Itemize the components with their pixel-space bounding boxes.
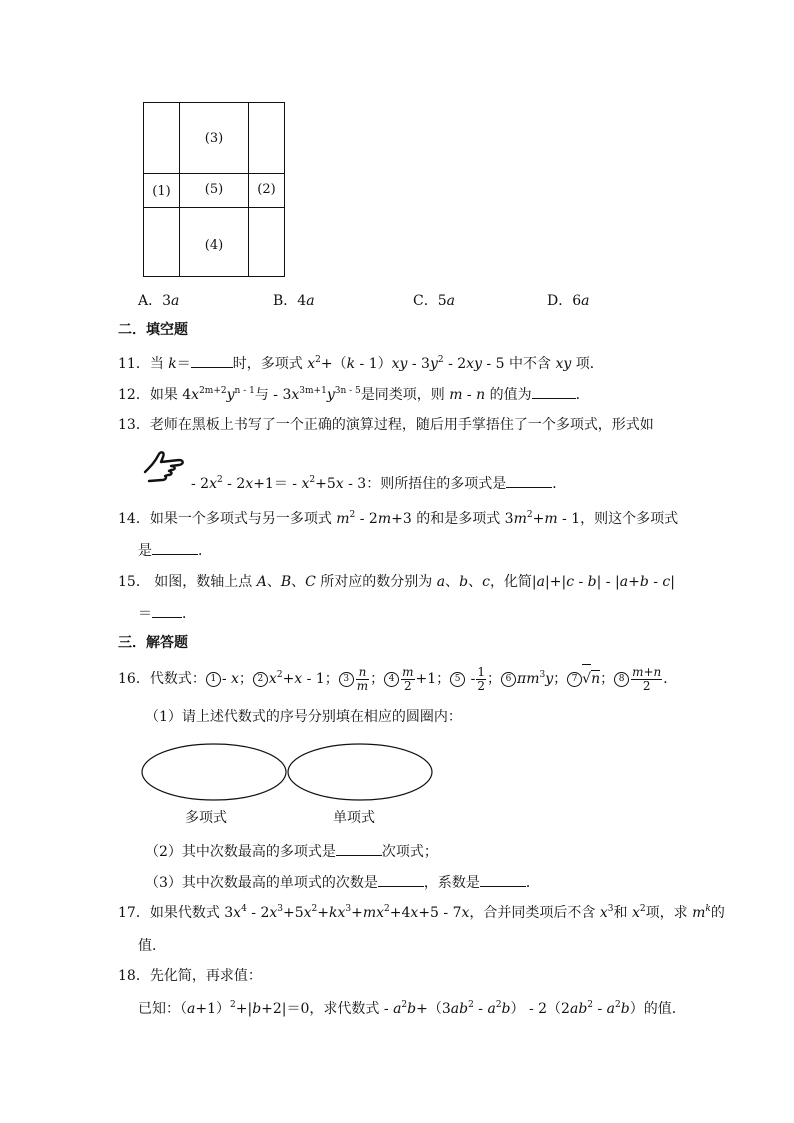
question-16-sub2: （2）其中次数最高的多项式是 次项式； xyxy=(145,841,438,861)
figure-grid xyxy=(143,102,285,277)
answer-blank[interactable] xyxy=(191,353,233,368)
question-11: 11．当 k＝ 时，多项式 $x^2+(k - 1)xy - 3y^2 - 2xy - 5$ 中不含 xy 项． xyxy=(118,355,604,372)
label-polynomial: 多项式 xyxy=(185,810,227,826)
venn-ellipses xyxy=(140,742,436,802)
section-fill-heading: 二．填空题 xyxy=(118,322,188,338)
question-14-line1: 14．如果一个多项式与另一多项式 $m^2 - 2m+3$ 的和是多项式 $3m^2+m - 1$，则这个多项式 xyxy=(118,510,679,527)
cell-1: (1) xyxy=(152,184,171,199)
cell-4: (4) xyxy=(204,238,224,253)
answer-blank[interactable] xyxy=(152,540,198,555)
question-16: 16．代数式： 1 - x； 2 $x^2+x - 1$； 3 $\frac{n}{m}$ ； 4 $\frac{m}{2}$ +1； 5 - $\frac{1}{2}$ ； 6 $\pi m^3y$； 7 √n； 8 $\frac{m+n}{2}$ ． xyxy=(118,664,678,693)
answer-blank[interactable] xyxy=(152,603,182,618)
question-12: 12．如果 $4x^{2m+2}y^{n - 1}$与 - $3x^{3m+1}y^{3n - 5}$是同类项，则 m - n 的值为 ． xyxy=(118,386,590,403)
question-13-line2: - $2x^2 - 2x+1= - x^2+5x - 3$：则所捂住的多项式是 ． xyxy=(191,475,567,492)
cell-3: (3) xyxy=(204,131,224,146)
section-answer-heading: 三．解答题 xyxy=(118,635,188,651)
answer-blank[interactable] xyxy=(378,872,424,887)
question-15-line2: ＝ ． xyxy=(138,603,196,624)
hand-icon xyxy=(141,446,189,486)
question-18-line2: 已知：$(a+1)^2+|b+2|=0$，求代数式 - $a^2b+(3ab^2 - a^2b) - 2(2ab^2 - a^2b)$的值． xyxy=(138,1000,686,1017)
question-13-line1: 13．老师在黑板上书写了一个正确的演算过程，随后用手掌捂住了一个多项式，形式如 xyxy=(118,417,654,433)
answer-blank[interactable] xyxy=(336,841,382,856)
question-14-line2: 是 ． xyxy=(138,540,212,561)
question-18-line1: 18．先化简，再求值： xyxy=(118,968,262,984)
answer-blank[interactable] xyxy=(506,473,552,488)
cell-5: (5) xyxy=(204,182,224,197)
label-monomial: 单项式 xyxy=(333,810,375,826)
option-c: C．5a xyxy=(413,293,455,309)
option-d: D．6a xyxy=(547,293,590,309)
option-b: B．4a xyxy=(273,293,315,309)
monomial-ellipse[interactable] xyxy=(288,744,432,800)
option-a: A．3a xyxy=(138,293,180,309)
question-16-sub1: （1）请上述代数式的序号分别填在相应的圆圈内： xyxy=(145,709,462,725)
grid-line-h2 xyxy=(144,207,284,208)
cell-2: (2) xyxy=(257,182,276,197)
question-16-sub3: （3）其中次数最高的单项式的次数是 ，系数是 ． xyxy=(145,872,540,892)
question-17-line2: 值． xyxy=(138,938,166,954)
question-15-line1: 15． 如图，数轴上点 A、B、C 所对应的数分别为 a、b、c，化简|a|+|c - b| - |a+b - c| xyxy=(118,574,675,590)
answer-blank[interactable] xyxy=(480,872,526,887)
grid-line-h1 xyxy=(144,173,284,174)
polynomial-ellipse[interactable] xyxy=(142,744,286,800)
question-17-line1: 17．如果代数式 $3x^4 - 2x^3+5x^2+kx^3+mx^2+4x+5 - 7x$，合并同类项后不含 $x^3$和 $x^2$项，求 $m^k$的 xyxy=(118,904,725,921)
answer-blank[interactable] xyxy=(532,384,576,399)
